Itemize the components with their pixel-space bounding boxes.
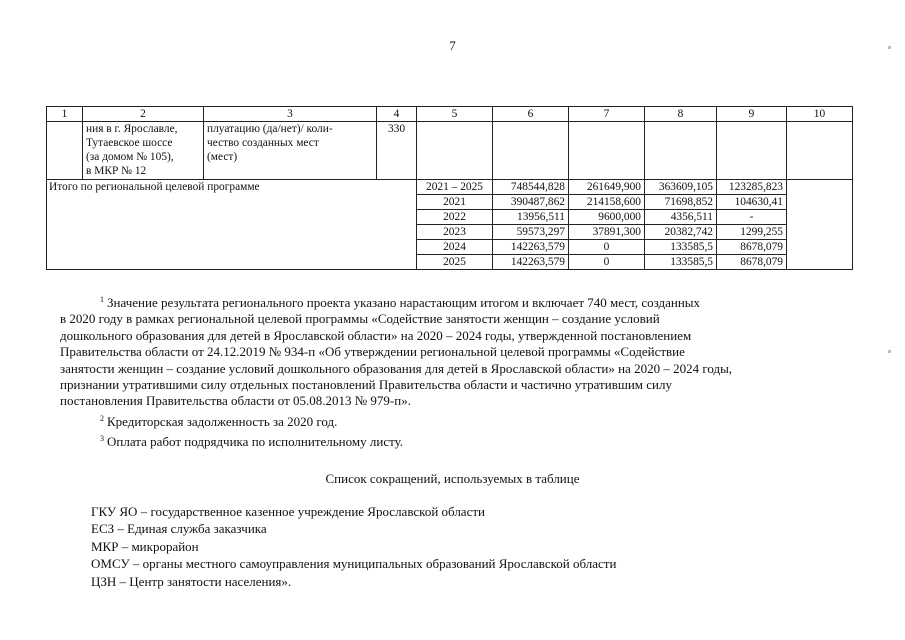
value-cell: 390487,862 [493, 195, 569, 210]
value-cell: 0 [569, 255, 645, 270]
footnote-mark: 1 [100, 295, 104, 304]
footnote-line: занятости женщин – создание условий дошкольного образования для детей в Ярославской области» на 2020 – 2024 годы, [60, 360, 733, 376]
value-cell: 214158,600 [569, 195, 645, 210]
indicator-value-cell: 330 [377, 122, 417, 180]
period-cell: 2024 [417, 240, 493, 255]
footnote-line: в 2020 году в рамках региональной целевой программы «Содействие занятости женщин – создание условий [60, 311, 660, 327]
footnote-text: Оплата работ подрядчика по исполнительному листу. [107, 434, 404, 450]
scan-mark [888, 350, 891, 353]
column-header: 5 [417, 107, 493, 122]
value-cell: 123285,823 [717, 180, 787, 195]
table-cell [787, 180, 853, 270]
column-header: 2 [83, 107, 204, 122]
footnote-line: Значение результата регионального проекта указано нарастающим итогом и включает 740 мест, созданных [107, 295, 701, 310]
cell-line: в МКР № 12 [86, 165, 147, 177]
period-cell: 2025 [417, 255, 493, 270]
table-cell [787, 122, 853, 180]
value-cell: 59573,297 [493, 225, 569, 240]
cell-line: ния в г. Ярославле, [86, 123, 178, 135]
footnote-line: постановления Правительства области от 05.08.2013 № 979-п». [60, 393, 411, 409]
value-cell: - [717, 210, 787, 225]
column-header: 1 [47, 107, 83, 122]
footnote-line: Правительства области от 24.12.2019 № 934-п «Об утверждении региональной целевой программы «Содействие [60, 344, 685, 360]
value-cell: 133585,5 [645, 255, 717, 270]
budget-table [46, 106, 853, 270]
page-number: 7 [449, 38, 456, 53]
value-cell: 363609,105 [645, 180, 717, 195]
value-cell: 13956,511 [493, 210, 569, 225]
period-cell: 2021 – 2025 [417, 180, 493, 195]
table-row-continuation [47, 122, 853, 180]
table-cell [645, 122, 717, 180]
value-cell: 142263,579 [493, 255, 569, 270]
abbreviation-item: ЕСЗ – Единая служба заказчика [91, 521, 267, 537]
cell-line: (мест) [207, 151, 238, 163]
footnote-line: признании утратившими силу отдельных постановлений Правительства области и частично утратившим силу [60, 377, 672, 393]
value-cell: 142263,579 [493, 240, 569, 255]
column-header: 7 [569, 107, 645, 122]
footnote-2 [90, 411, 844, 430]
abbreviation-item: ГКУ ЯО – государственное казенное учреждение Ярославской области [91, 504, 485, 519]
period-cell: 2023 [417, 225, 493, 240]
table-cell [417, 122, 493, 180]
value-cell: 0 [569, 240, 645, 255]
table-cell [569, 122, 645, 180]
abbreviations-list [91, 503, 616, 590]
column-header: 8 [645, 107, 717, 122]
cell-line: плуатацию (да/нет)/ коли- [207, 123, 333, 135]
footnote-mark: 2 [100, 413, 104, 423]
value-cell: 1299,255 [717, 225, 787, 240]
cell-line: чество созданных мест [207, 137, 319, 149]
column-header: 3 [204, 107, 377, 122]
value-cell: 104630,41 [717, 195, 787, 210]
abbreviation-item: ЦЗН – Центр занятости населения». [91, 573, 292, 589]
column-header: 6 [493, 107, 569, 122]
column-header: 4 [377, 107, 417, 122]
value-cell: 9600,000 [569, 210, 645, 225]
abbreviation-item: МКР – микрорайон [91, 538, 199, 554]
total-row [47, 180, 853, 195]
indicator-cell [204, 122, 377, 180]
column-header: 9 [717, 107, 787, 122]
value-cell: 37891,300 [569, 225, 645, 240]
value-cell: 20382,742 [645, 225, 717, 240]
value-cell: 4356,511 [645, 210, 717, 225]
footnote-line: дошкольного образования для детей в Ярославской области» на 2020 – 2024 годы, утвержденной постановлением [60, 327, 692, 343]
footnotes [60, 292, 844, 451]
table-cell [47, 122, 83, 180]
footnote-3 [90, 431, 844, 450]
total-label-cell: Итого по региональной целевой программе [47, 180, 417, 270]
value-cell: 8678,079 [717, 255, 787, 270]
column-header: 10 [787, 107, 853, 122]
object-location-cell [83, 122, 204, 180]
abbreviations-title: Список сокращений, используемых в таблице [325, 471, 580, 486]
period-cell: 2022 [417, 210, 493, 225]
table-header-row [47, 107, 853, 122]
value-cell: 748544,828 [493, 180, 569, 195]
scan-mark [888, 46, 891, 49]
footnote-text: Кредиторская задолженность за 2020 год. [107, 413, 338, 429]
footnote-mark: 3 [100, 434, 104, 444]
value-cell: 133585,5 [645, 240, 717, 255]
value-cell: 8678,079 [717, 240, 787, 255]
value-cell: 71698,852 [645, 195, 717, 210]
cell-line: Тутаевское шоссе [86, 137, 173, 149]
footnote-1 [90, 292, 844, 311]
table-cell [493, 122, 569, 180]
value-cell: 261649,900 [569, 180, 645, 195]
period-cell: 2021 [417, 195, 493, 210]
abbreviation-item: ОМСУ – органы местного самоуправления муниципальных образований Ярославской области [91, 556, 617, 572]
table-cell [717, 122, 787, 180]
cell-line: (за домом № 105), [86, 151, 174, 163]
